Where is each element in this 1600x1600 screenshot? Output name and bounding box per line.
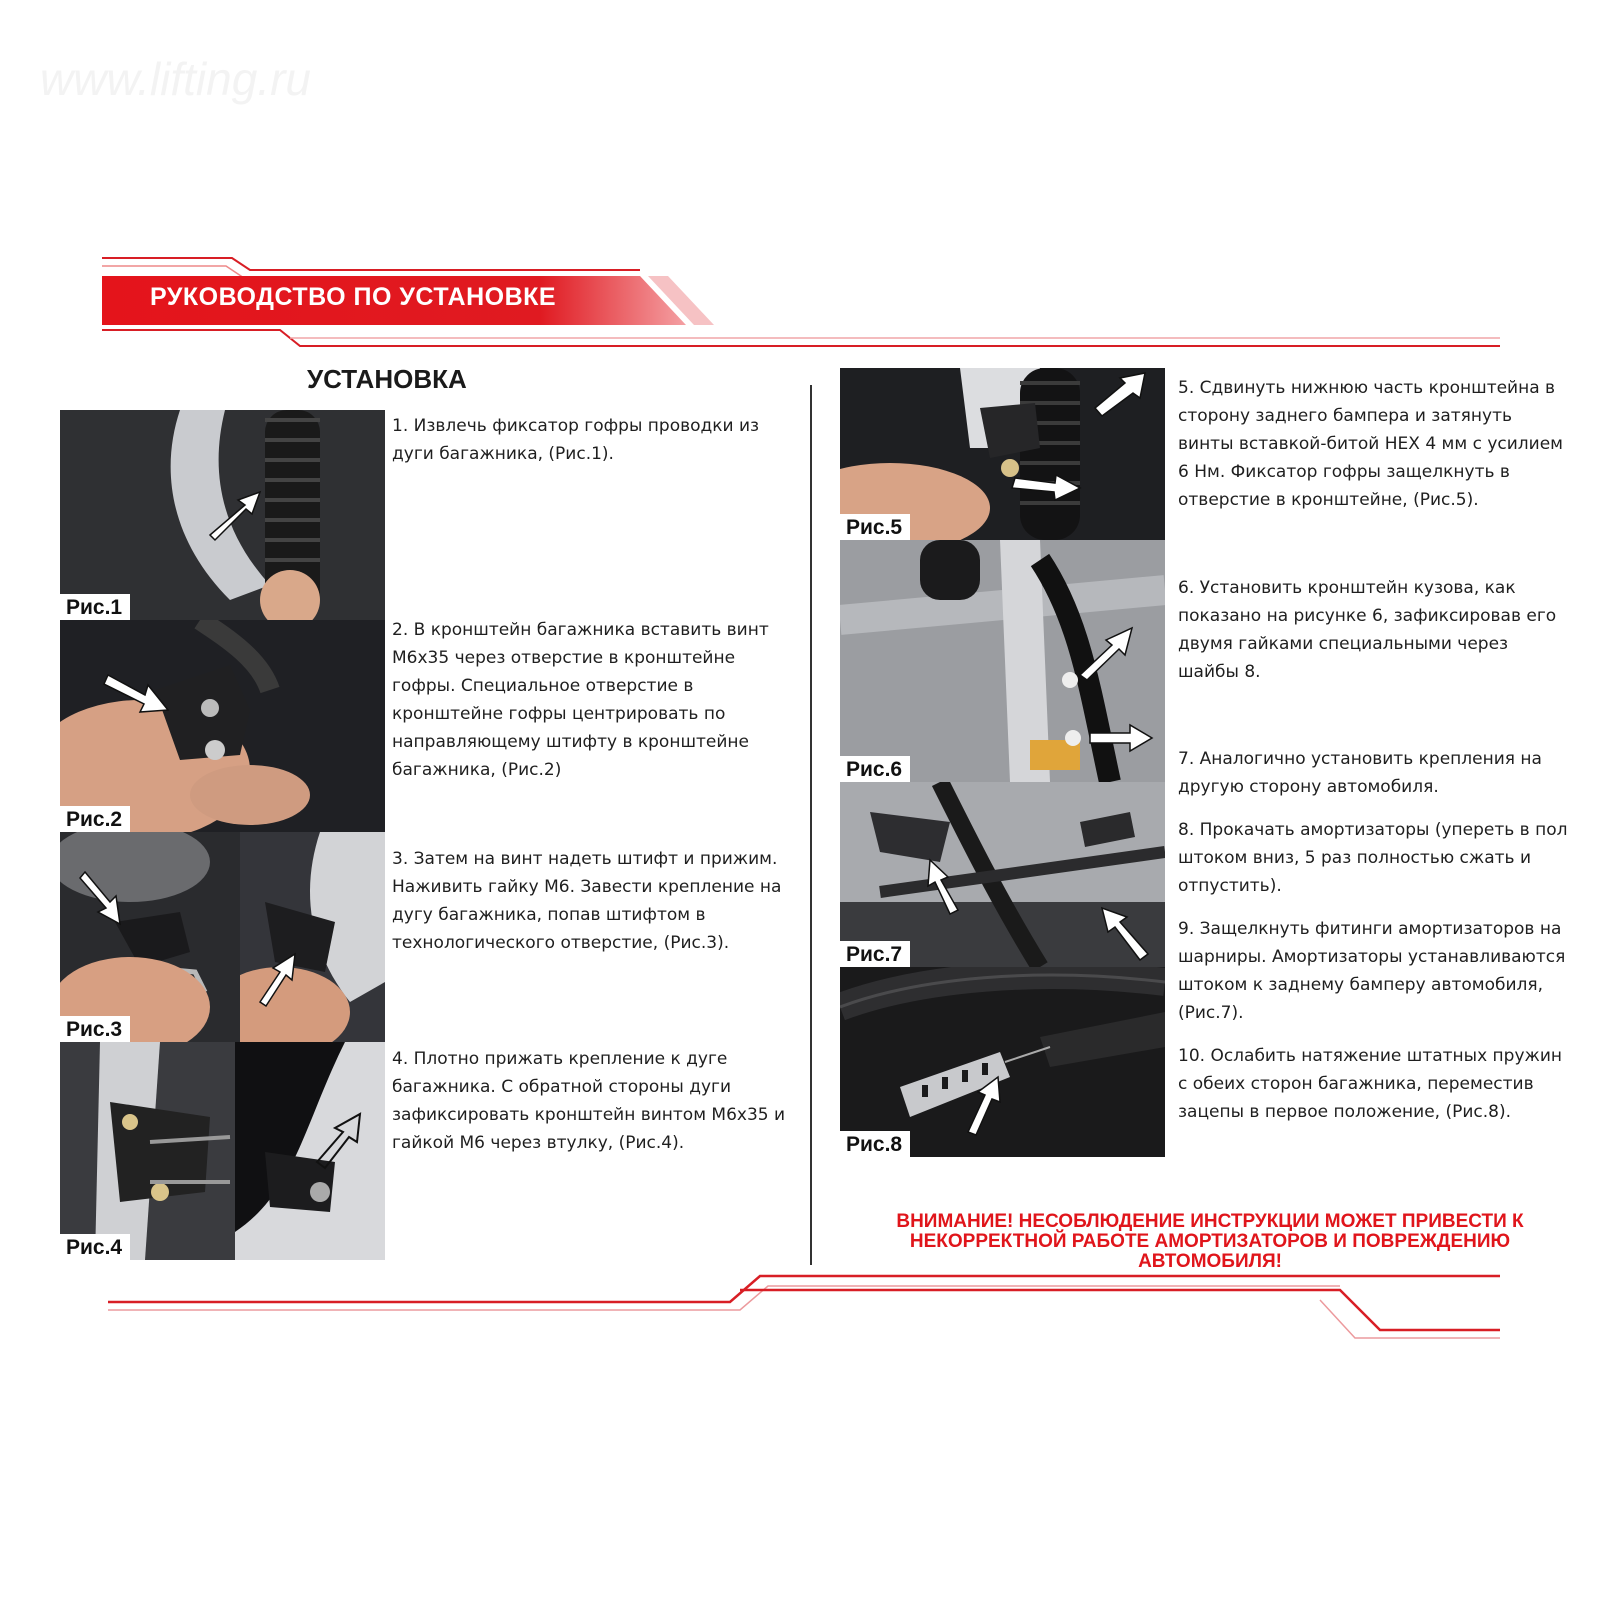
warning-text: ВНИМАНИЕ! НЕСОБЛЮДЕНИЕ ИНСТРУКЦИИ МОЖЕТ ПРИВЕСТИ К НЕКОРРЕКТНОЙ РАБОТЕ АМОРТИЗАТОРОВ И ПОВРЕЖДЕНИЮ АВТОМОБИЛЯ! [896, 1211, 1524, 1272]
figure-8 [840, 967, 1165, 1157]
step-5: 5. Сдвинуть нижнюю часть кронштейна в сторону заднего бампера и затянуть винты вставкой-битой HEX 4 мм с усилием 6 Нм. Фиксатор гофры защелкнуть в отверстие в кронштейне, (Рис.5). [1178, 378, 1564, 510]
figure-4a [60, 1042, 235, 1260]
figure-4-label: Рис.4 [60, 1234, 130, 1260]
watermark-logo: www.lifting.ru [40, 53, 311, 105]
figure-5-label: Рис.5 [840, 514, 910, 540]
figure-3b [240, 832, 385, 1042]
section-title: УСТАНОВКА [307, 364, 467, 394]
column-divider [810, 385, 812, 1265]
step-10: 10. Ослабить натяжение штатных пружин с обеих сторон багажника, переместив зацепы в первое положение, (Рис.8). [1178, 1046, 1562, 1122]
step-9: 9. Защелкнуть фитинги амортизаторов на шарниры. Амортизаторы устанавливаются штоком к заднему бамперу автомобиля, (Рис.7). [1178, 919, 1566, 1023]
figure-2 [60, 620, 385, 832]
figure-8-label: Рис.8 [840, 1131, 910, 1157]
figure-7 [840, 782, 1165, 967]
step-8: 8. Прокачать амортизаторы (упереть в пол штоком вниз, 5 раз полностью сжать и отпустить). [1178, 820, 1568, 896]
figure-7-label: Рис.7 [840, 941, 910, 967]
step-1: 1. Извлечь фиксатор гофры проводки из дуги багажника, (Рис.1). [392, 416, 760, 464]
step-3: 3. Затем на винт надеть штифт и прижим. Наживить гайку М6. Завести крепление на дугу багажника, попав штифтом в технологического отверстие, (Рис.3). [392, 849, 782, 953]
figure-1-label: Рис.1 [60, 594, 130, 620]
figure-5 [840, 368, 1165, 540]
figure-6 [840, 540, 1165, 782]
figure-1 [60, 410, 385, 620]
banner-title: РУКОВОДСТВО ПО УСТАНОВКЕ [150, 283, 557, 311]
figure-3a [60, 832, 240, 1042]
step-6: 6. Установить кронштейн кузова, как показано на рисунке 6, зафиксировав его двумя гайками специальными через шайбы 8. [1178, 578, 1557, 682]
figure-4b [235, 1042, 385, 1260]
step-4: 4. Плотно прижать крепление к дуге багажника. С обратной стороны дуги зафиксировать кронштейн винтом М6х35 и гайкой М6 через втулку, (Рис.4). [392, 1049, 786, 1153]
figure-6-label: Рис.6 [840, 756, 910, 782]
figure-3-label: Рис.3 [60, 1016, 130, 1042]
step-2: 2. В кронштейн багажника вставить винт М6х35 через отверстие в кронштейне гофры. Специальное отверстие в кронштейне гофры центрировать по направляющему штифту в кронштейне багажника, (Рис.2) [392, 620, 769, 780]
step-7: 7. Аналогично установить крепления на другую сторону автомобиля. [1178, 749, 1542, 797]
figure-2-label: Рис.2 [60, 806, 130, 832]
